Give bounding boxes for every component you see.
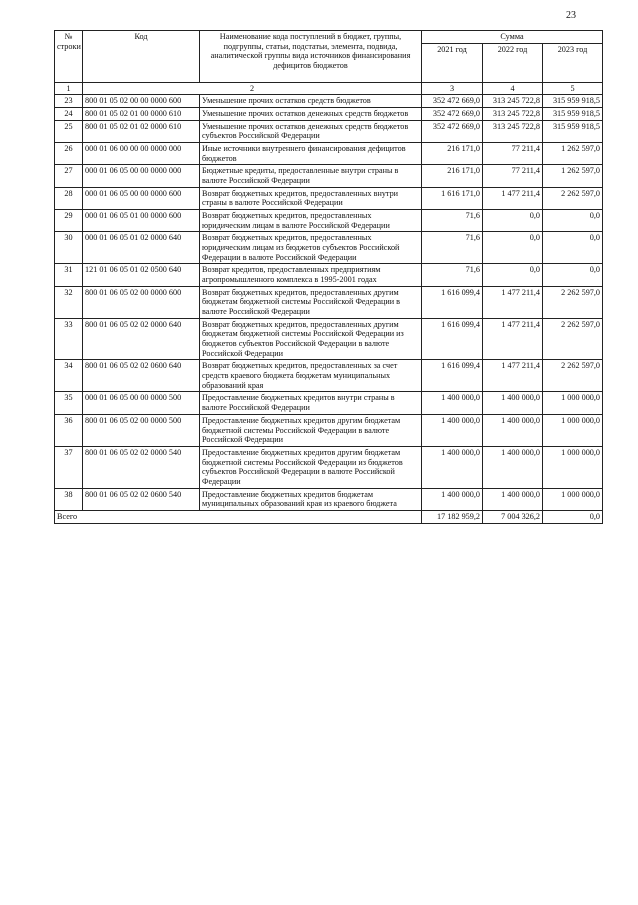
row-amount-2021: 1 400 000,0 xyxy=(422,414,483,446)
row-code: 800 01 06 05 02 02 0000 540 xyxy=(83,446,200,488)
header-row-number: № строки xyxy=(55,31,83,83)
budget-sources-table xyxy=(54,30,603,524)
row-amount-2022: 1 400 000,0 xyxy=(483,392,543,414)
row-number: 34 xyxy=(55,360,83,392)
table-row xyxy=(55,95,603,108)
row-code: 000 01 06 05 00 00 0000 600 xyxy=(83,187,200,209)
total-row xyxy=(55,510,603,523)
row-name: Уменьшение прочих остатков средств бюджетов xyxy=(200,95,422,108)
row-code: 800 01 05 02 00 00 0000 600 xyxy=(83,95,200,108)
row-number: 36 xyxy=(55,414,83,446)
row-amount-2022: 313 245 722,8 xyxy=(483,120,543,142)
row-name: Возврат бюджетных кредитов, предоставленных за счет средств краевого бюджета бюджетам муниципальных образований края xyxy=(200,360,422,392)
row-amount-2023: 0,0 xyxy=(543,232,603,264)
row-code: 000 01 06 05 01 02 0000 640 xyxy=(83,232,200,264)
row-amount-2022: 1 477 211,4 xyxy=(483,187,543,209)
row-code: 000 01 06 00 00 00 0000 000 xyxy=(83,143,200,165)
row-amount-2023: 315 959 918,5 xyxy=(543,95,603,108)
row-code: 121 01 06 05 01 02 0500 640 xyxy=(83,264,200,286)
row-number: 25 xyxy=(55,120,83,142)
row-number: 27 xyxy=(55,165,83,187)
row-amount-2021: 352 472 669,0 xyxy=(422,108,483,121)
table-row xyxy=(55,414,603,446)
row-amount-2021: 1 616 171,0 xyxy=(422,187,483,209)
row-amount-2022: 77 211,4 xyxy=(483,143,543,165)
row-amount-2021: 71,6 xyxy=(422,264,483,286)
header-sum: Сумма xyxy=(422,31,603,44)
row-code: 000 01 06 05 01 00 0000 600 xyxy=(83,210,200,232)
row-name: Возврат бюджетных кредитов, предоставленных другим бюджетам бюджетной системы Российской Федерации из бюджетов субъектов Российской Федерации в валюте Российской Федерации xyxy=(200,318,422,360)
column-number: 3 xyxy=(422,82,483,95)
row-amount-2021: 216 171,0 xyxy=(422,143,483,165)
row-amount-2023: 2 262 597,0 xyxy=(543,187,603,209)
row-amount-2021: 1 616 099,4 xyxy=(422,360,483,392)
row-amount-2023: 315 959 918,5 xyxy=(543,120,603,142)
page-number: 23 xyxy=(566,10,576,21)
row-amount-2023: 0,0 xyxy=(543,210,603,232)
row-code: 800 01 06 05 02 02 0600 540 xyxy=(83,488,200,510)
row-amount-2023: 1 000 000,0 xyxy=(543,446,603,488)
column-number: 1 xyxy=(55,82,83,95)
row-amount-2022: 1 400 000,0 xyxy=(483,414,543,446)
table-row xyxy=(55,446,603,488)
row-name: Уменьшение прочих остатков денежных средств бюджетов xyxy=(200,108,422,121)
row-amount-2021: 1 616 099,4 xyxy=(422,318,483,360)
row-number: 30 xyxy=(55,232,83,264)
row-amount-2023: 0,0 xyxy=(543,264,603,286)
row-amount-2023: 1 262 597,0 xyxy=(543,143,603,165)
table-row xyxy=(55,488,603,510)
header-code: Код xyxy=(83,31,200,83)
row-amount-2021: 71,6 xyxy=(422,232,483,264)
table-row xyxy=(55,318,603,360)
header-year-2021: 2021 год xyxy=(422,43,483,82)
row-amount-2022: 1 477 211,4 xyxy=(483,318,543,360)
row-amount-2022: 0,0 xyxy=(483,232,543,264)
row-amount-2023: 2 262 597,0 xyxy=(543,360,603,392)
row-amount-2021: 71,6 xyxy=(422,210,483,232)
row-code: 000 01 06 05 00 00 0000 000 xyxy=(83,165,200,187)
row-code: 800 01 05 02 01 00 0000 610 xyxy=(83,108,200,121)
row-number: 29 xyxy=(55,210,83,232)
row-amount-2021: 352 472 669,0 xyxy=(422,95,483,108)
row-amount-2023: 1 000 000,0 xyxy=(543,392,603,414)
row-number: 24 xyxy=(55,108,83,121)
row-amount-2021: 216 171,0 xyxy=(422,165,483,187)
row-amount-2023: 315 959 918,5 xyxy=(543,108,603,121)
table-row xyxy=(55,264,603,286)
row-number: 31 xyxy=(55,264,83,286)
row-number: 37 xyxy=(55,446,83,488)
row-name: Предоставление бюджетных кредитов внутри страны в валюте Российской Федерации xyxy=(200,392,422,414)
total-2021: 17 182 959,2 xyxy=(422,510,483,523)
total-label: Всего xyxy=(55,510,422,523)
table-row xyxy=(55,232,603,264)
row-name: Иные источники внутреннего финансирования дефицитов бюджетов xyxy=(200,143,422,165)
row-code: 800 01 05 02 01 02 0000 610 xyxy=(83,120,200,142)
table-row xyxy=(55,143,603,165)
row-amount-2022: 0,0 xyxy=(483,264,543,286)
row-amount-2023: 1 000 000,0 xyxy=(543,414,603,446)
row-name: Уменьшение прочих остатков денежных средств бюджетов субъектов Российской Федерации xyxy=(200,120,422,142)
row-number: 28 xyxy=(55,187,83,209)
row-number: 32 xyxy=(55,286,83,318)
column-number: 4 xyxy=(483,82,543,95)
header-year-2022: 2022 год xyxy=(483,43,543,82)
row-code: 000 01 06 05 00 00 0000 500 xyxy=(83,392,200,414)
row-amount-2021: 1 616 099,4 xyxy=(422,286,483,318)
row-amount-2022: 1 477 211,4 xyxy=(483,286,543,318)
table-row xyxy=(55,392,603,414)
row-name: Возврат бюджетных кредитов, предоставленных юридическим лицам из бюджетов субъектов Российской Федерации в валюте Российской Федерации xyxy=(200,232,422,264)
row-name: Возврат бюджетных кредитов, предоставленных другим бюджетам бюджетной системы Российской Федерации в валюте Российской Федерации xyxy=(200,286,422,318)
table-row xyxy=(55,120,603,142)
row-amount-2022: 313 245 722,8 xyxy=(483,95,543,108)
header-name: Наименование кода поступлений в бюджет, группы, подгруппы, статьи, подстатьи, элемента, подвида, аналитической группы вида источников финансирования дефицитов бюджетов xyxy=(200,31,422,83)
row-name: Предоставление бюджетных кредитов другим бюджетам бюджетной системы Российской Федерации в валюте Российской Федерации xyxy=(200,414,422,446)
column-number: 2 xyxy=(83,82,422,95)
row-number: 35 xyxy=(55,392,83,414)
row-amount-2023: 1 262 597,0 xyxy=(543,165,603,187)
row-amount-2021: 1 400 000,0 xyxy=(422,446,483,488)
row-code: 800 01 06 05 02 00 0000 600 xyxy=(83,286,200,318)
column-number: 5 xyxy=(543,82,603,95)
table-row xyxy=(55,360,603,392)
table-row xyxy=(55,165,603,187)
row-amount-2023: 2 262 597,0 xyxy=(543,286,603,318)
row-amount-2021: 352 472 669,0 xyxy=(422,120,483,142)
row-amount-2022: 1 477 211,4 xyxy=(483,360,543,392)
table-row xyxy=(55,187,603,209)
table-row xyxy=(55,286,603,318)
row-amount-2022: 77 211,4 xyxy=(483,165,543,187)
row-name: Предоставление бюджетных кредитов другим бюджетам бюджетной системы Российской Федерации из бюджетов субъектов Российской Федерации в валюте Российской Федерации xyxy=(200,446,422,488)
row-code: 800 01 06 05 02 00 0000 500 xyxy=(83,414,200,446)
row-number: 26 xyxy=(55,143,83,165)
total-2022: 7 004 326,2 xyxy=(483,510,543,523)
total-2023: 0,0 xyxy=(543,510,603,523)
row-name: Возврат кредитов, предоставленных предприятиям агропромышленного комплекса в 1995-2001 годах xyxy=(200,264,422,286)
row-number: 38 xyxy=(55,488,83,510)
row-amount-2022: 0,0 xyxy=(483,210,543,232)
row-amount-2022: 1 400 000,0 xyxy=(483,446,543,488)
table-row xyxy=(55,108,603,121)
table-row xyxy=(55,210,603,232)
row-code: 800 01 06 05 02 02 0600 640 xyxy=(83,360,200,392)
row-name: Предоставление бюджетных кредитов бюджетам муниципальных образований края из краевого бюджета xyxy=(200,488,422,510)
row-amount-2022: 313 245 722,8 xyxy=(483,108,543,121)
row-number: 23 xyxy=(55,95,83,108)
row-name: Возврат бюджетных кредитов, предоставленных внутри страны в валюте Российской Федерации xyxy=(200,187,422,209)
row-amount-2022: 1 400 000,0 xyxy=(483,488,543,510)
row-amount-2021: 1 400 000,0 xyxy=(422,392,483,414)
row-amount-2023: 1 000 000,0 xyxy=(543,488,603,510)
row-amount-2023: 2 262 597,0 xyxy=(543,318,603,360)
row-number: 33 xyxy=(55,318,83,360)
row-name: Возврат бюджетных кредитов, предоставленных юридическим лицам в валюте Российской Федерации xyxy=(200,210,422,232)
row-code: 800 01 06 05 02 02 0000 640 xyxy=(83,318,200,360)
row-amount-2021: 1 400 000,0 xyxy=(422,488,483,510)
table-body xyxy=(55,95,603,511)
column-numbers-row xyxy=(55,82,603,95)
row-name: Бюджетные кредиты, предоставленные внутри страны в валюте Российской Федерации xyxy=(200,165,422,187)
header-year-2023: 2023 год xyxy=(543,43,603,82)
